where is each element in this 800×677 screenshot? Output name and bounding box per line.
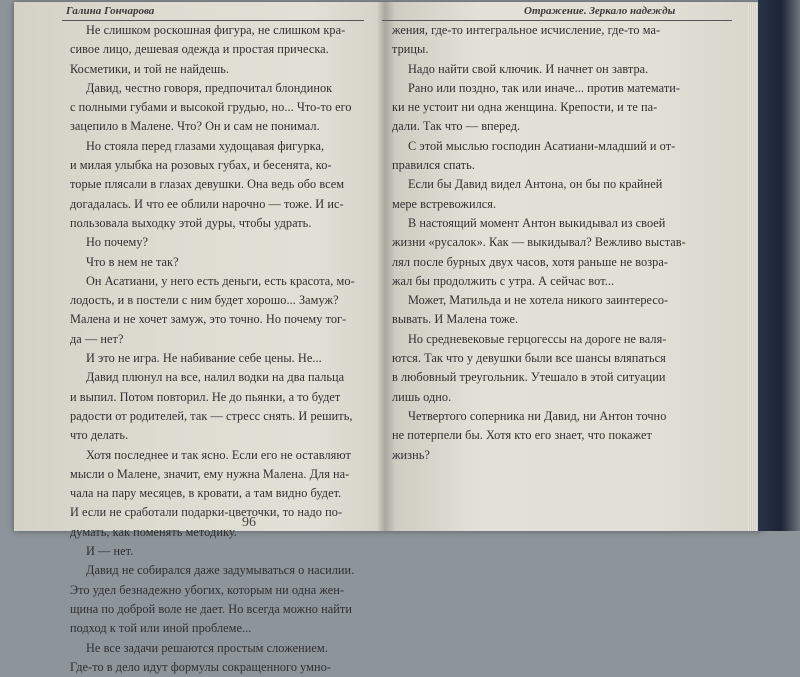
text-line: лишь одно. — [392, 389, 452, 404]
text-line: Это удел безнадежно убогих, которым ни одна жен- — [70, 582, 345, 597]
text-line: Он Асатиани, у него есть деньги, есть красота, мо- — [86, 273, 355, 288]
text-line: что делать. — [70, 428, 129, 443]
text-line: и выпил. Потом повторил. Не до пьянки, а то будет — [70, 389, 341, 404]
text-line: С этой мыслью господин Асатиани-младший и от- — [408, 138, 676, 153]
text-line: вывать. И Малена тоже. — [392, 312, 519, 327]
text-line: лодость, и в постели с ним будет хорошо... Замуж? — [70, 293, 339, 308]
text-line: лял после бурных двух часов, хотя раньше не возра- — [392, 254, 668, 269]
text-line: зацепило в Малене. Что? Он и сам не понимал. — [70, 119, 320, 134]
text-line: мере встревожился. — [392, 196, 497, 211]
text-line: радости от родителей, так — стресс снять. И решить, — [70, 408, 353, 423]
text-line: И если не сработали подарки-цветочки, то надо по- — [70, 505, 343, 520]
text-line: Но средневековые герцогессы на дороге не валя- — [408, 331, 667, 346]
text-line: Может, Матильда и не хотела никого заинтересо- — [408, 293, 669, 308]
running-head-title: Отражение. Зеркало надежды — [524, 5, 676, 17]
text-line: Давид плюнул на все, налил водки на два пальца — [86, 370, 345, 385]
text-line: И это не игра. Не набивание себе цены. Не... — [86, 351, 322, 366]
text-line: Косметики, и той не найдешь. — [70, 61, 230, 76]
text-line: Надо найти свой ключик. И начнет он завтра. — [408, 61, 649, 76]
text-line: Хотя последнее и так ясно. Если его не оставляют — [86, 447, 351, 462]
text-line: не потерпели бы. Хотя кто его знает, что покажет — [392, 428, 652, 443]
text-line: В настоящий момент Антон выкидывал из своей — [408, 215, 666, 230]
text-line: Если бы Давид видел Антона, он бы по крайней — [408, 177, 663, 192]
running-head-author: Галина Гончарова — [66, 5, 155, 17]
left-page — [14, 0, 366, 674]
text-line: торые плясали в глазах девушки. Она ведь обо всем — [70, 177, 345, 192]
text-line: и милая улыбка на розовых губах, и бесенята, ко- — [70, 158, 332, 173]
book-cover-edge — [758, 0, 800, 531]
text-line: правился спать. — [392, 158, 475, 173]
text-line: сивое лицо, дешевая одежда и простая прическа. — [70, 42, 329, 57]
text-line: И — нет. — [86, 544, 134, 559]
text-line: трицы. — [392, 42, 429, 57]
text-line: догадалась. И что ее облили нарочно — тоже. И ис- — [70, 196, 344, 211]
text-line: жизнь? — [392, 447, 430, 462]
text-line: жал бы продолжить с утра. А сейчас вот... — [392, 273, 615, 288]
text-line: Где-то в дело идут формулы сокращенного умно- — [70, 659, 331, 674]
right-page-text — [392, 21, 730, 465]
text-line: Четвертого соперника ни Давид, ни Антон точно — [408, 408, 667, 423]
text-line: Рано или поздно, так или иначе... против математи- — [408, 80, 681, 95]
text-line: Что в нем не так? — [86, 254, 179, 269]
text-line: Не все задачи решаются простым сложением. — [86, 640, 328, 655]
text-line: Не слишком роскошная фигура, не слишком кра- — [86, 23, 346, 37]
text-line: Но стояла перед глазами худощавая фигурка, — [86, 138, 325, 153]
right-page — [376, 0, 748, 531]
page-number: 96 — [242, 515, 256, 530]
text-line: с полными губами и высокой грудью, но... Что-то его — [70, 100, 352, 115]
text-line: мысли о Малене, значит, ему нужна Малена. Для на- — [70, 466, 350, 481]
text-line: ются. Так что у девушки были все шансы вляпаться — [392, 351, 666, 366]
text-line: Давид не собирался даже задумываться о насилии. — [86, 563, 355, 578]
text-line: Давид, честно говоря, предпочитал блондинок — [86, 80, 333, 95]
text-line: щина по доброй воле не дает. Но всегда можно найти — [70, 601, 352, 616]
text-line: пользовала выходку этой дуры, чтобы удрать. — [70, 215, 312, 230]
text-line: да — нет? — [70, 331, 124, 346]
text-line: думать, как поменять методику. — [70, 524, 237, 539]
text-line: чала на пару месяцев, в кровати, а там видно будет. — [70, 486, 342, 501]
text-line: жения, где-то интегральное исчисление, где-то ма- — [392, 23, 661, 37]
text-line: Малена и не хочет замуж, это точно. Но почему тог- — [70, 312, 347, 327]
text-line: Но почему? — [86, 235, 149, 250]
text-line: в любовный треугольник. Утешало в этой ситуации — [392, 370, 666, 385]
left-page-text — [70, 21, 378, 677]
text-line: жизни «русалок». Как — выкидывал? Вежливо выстав- — [392, 235, 686, 250]
text-line: дали. Так что — вперед. — [392, 119, 521, 134]
text-line: ки не устоит ни одна женщина. Крепости, и те па- — [392, 100, 658, 115]
text-line: подход к той или иной проблеме... — [70, 621, 252, 636]
